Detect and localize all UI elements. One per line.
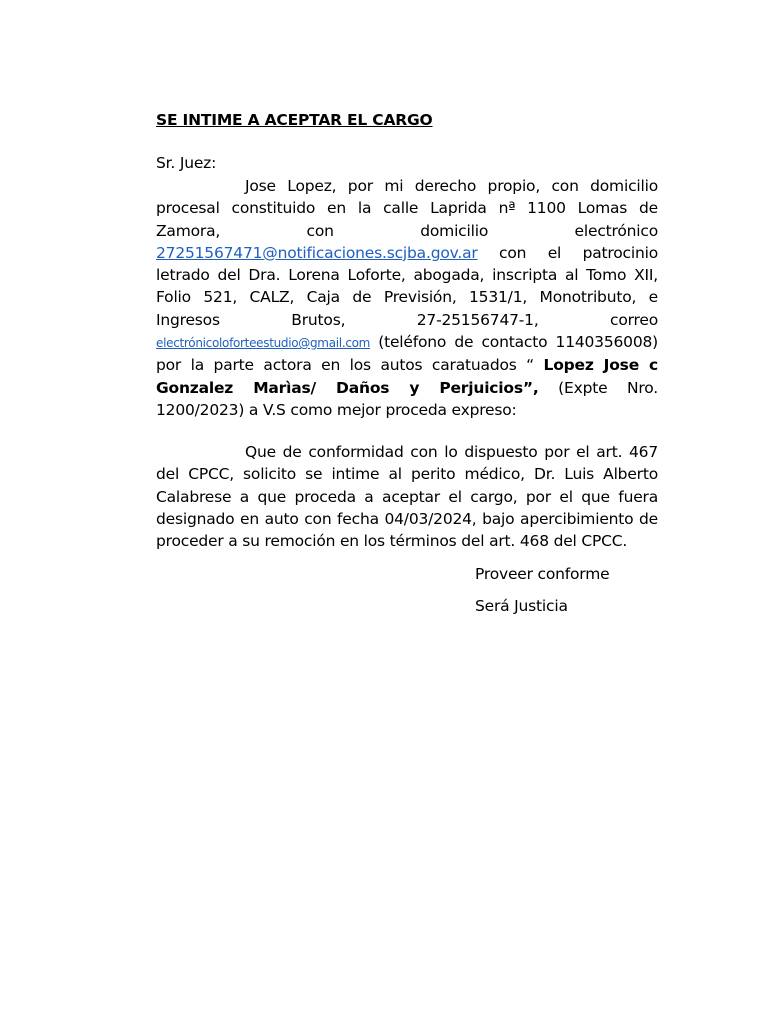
closing-justicia: Será Justicia <box>475 597 568 615</box>
document-title: SE INTIME A ACEPTAR EL CARGO <box>156 111 433 129</box>
electronic-domicile-link[interactable]: 27251567471@notificaciones.scjba.gov.ar <box>156 243 478 262</box>
opening-text-2: con el patrocinio letrado del Dra. Lorena Loforte, abogada, inscripta al Tomo XII, Folio 521, CALZ, Caja de Previsión, 1531/1, Monotributo, e Ingresos Brutos, 27-25156747-1, correo <box>156 243 658 329</box>
opening-text-3: (teléfono de contacto 1140356008) por la parte actora en los autos caratuados “ <box>156 333 658 375</box>
salutation: Sr. Juez: <box>156 154 217 172</box>
request-paragraph <box>156 441 658 552</box>
closing-proveer: Proveer conforme <box>475 565 610 583</box>
case-name: Lopez Jose c Gonzalez Marìas/ Daños y Perjuicios”, <box>156 356 659 397</box>
opening-paragraph <box>156 175 658 421</box>
opening-text-4: (Expte Nro. 1200/2023) a V.S como mejor proceda expreso: <box>156 378 658 419</box>
email-link[interactable]: electrónicoloforteestudio@gmail.com <box>156 336 371 351</box>
request-text: Que de conformidad con lo dispuesto por el art. 467 del CPCC, solicito se intime al perito médico, Dr. Luis Alberto Calabrese a que proceda a aceptar el cargo, por el que fuera designado en auto con fecha 04/03/2024, bajo apercibimiento de proceder a su remoción en los términos del art. 468 del CPCC. <box>156 443 658 551</box>
opening-text-1: Jose Lopez, por mi derecho propio, con domicilio procesal constituido en la calle Laprida nª 1100 Lomas de Zamora, con domicilio electrónico <box>156 177 658 240</box>
